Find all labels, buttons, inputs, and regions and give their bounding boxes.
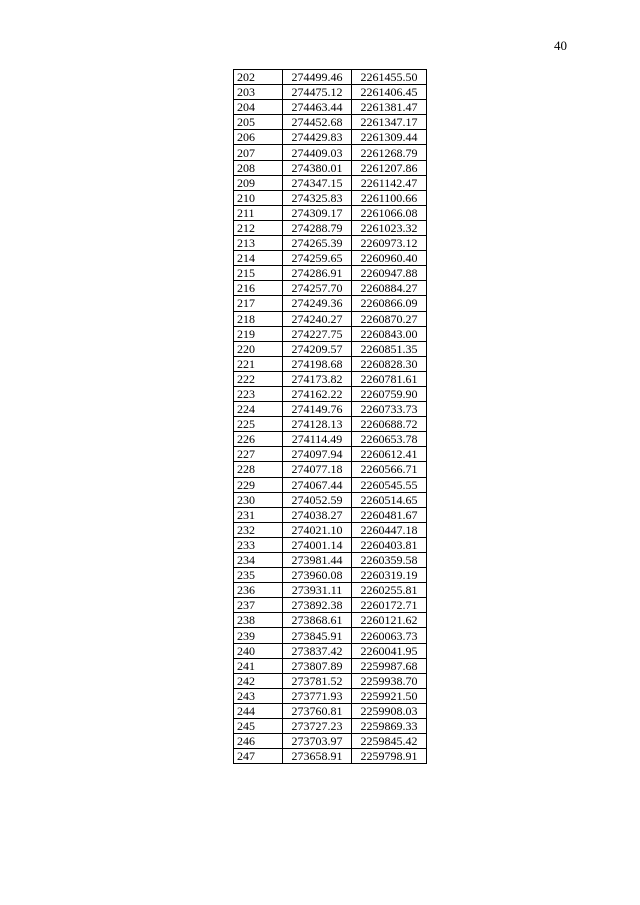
point-number-cell: 236 <box>234 583 283 598</box>
x-coordinate-cell: 274038.27 <box>283 507 352 522</box>
point-number-cell: 209 <box>234 175 283 190</box>
point-number-cell: 232 <box>234 522 283 537</box>
x-coordinate-cell: 273845.91 <box>283 628 352 643</box>
y-coordinate-cell: 2260319.19 <box>352 568 427 583</box>
point-number-cell: 211 <box>234 205 283 220</box>
y-coordinate-cell: 2261066.08 <box>352 205 427 220</box>
y-coordinate-cell: 2260960.40 <box>352 251 427 266</box>
y-coordinate-cell: 2260447.18 <box>352 522 427 537</box>
point-number-cell: 221 <box>234 356 283 371</box>
point-number-cell: 245 <box>234 719 283 734</box>
x-coordinate-cell: 274409.03 <box>283 145 352 160</box>
x-coordinate-cell: 274067.44 <box>283 477 352 492</box>
x-coordinate-cell: 273727.23 <box>283 719 352 734</box>
y-coordinate-cell: 2260759.90 <box>352 386 427 401</box>
x-coordinate-cell: 274173.82 <box>283 371 352 386</box>
y-coordinate-cell: 2261309.44 <box>352 130 427 145</box>
table-row <box>234 703 427 718</box>
x-coordinate-cell: 274149.76 <box>283 402 352 417</box>
x-coordinate-cell: 273931.11 <box>283 583 352 598</box>
x-coordinate-cell: 274429.83 <box>283 130 352 145</box>
y-coordinate-cell: 2261347.17 <box>352 115 427 130</box>
y-coordinate-cell: 2260545.55 <box>352 477 427 492</box>
x-coordinate-cell: 274209.57 <box>283 341 352 356</box>
x-coordinate-cell: 273703.97 <box>283 734 352 749</box>
table-row <box>234 281 427 296</box>
y-coordinate-cell: 2260843.00 <box>352 326 427 341</box>
x-coordinate-cell: 273658.91 <box>283 749 352 764</box>
y-coordinate-cell: 2260870.27 <box>352 311 427 326</box>
y-coordinate-cell: 2259869.33 <box>352 719 427 734</box>
table-row <box>234 85 427 100</box>
table-row <box>234 598 427 613</box>
point-number-cell: 207 <box>234 145 283 160</box>
y-coordinate-cell: 2260781.61 <box>352 371 427 386</box>
table-row <box>234 341 427 356</box>
x-coordinate-cell: 274347.15 <box>283 175 352 190</box>
point-number-cell: 229 <box>234 477 283 492</box>
y-coordinate-cell: 2260121.62 <box>352 613 427 628</box>
table-row <box>234 145 427 160</box>
table-row <box>234 371 427 386</box>
y-coordinate-cell: 2260481.67 <box>352 507 427 522</box>
x-coordinate-cell: 274463.44 <box>283 100 352 115</box>
y-coordinate-cell: 2260828.30 <box>352 356 427 371</box>
point-number-cell: 224 <box>234 402 283 417</box>
table-row <box>234 266 427 281</box>
point-number-cell: 218 <box>234 311 283 326</box>
table-row <box>234 386 427 401</box>
x-coordinate-cell: 274001.14 <box>283 537 352 552</box>
point-number-cell: 217 <box>234 296 283 311</box>
table-row <box>234 402 427 417</box>
y-coordinate-cell: 2261406.45 <box>352 85 427 100</box>
x-coordinate-cell: 274452.68 <box>283 115 352 130</box>
table-row <box>234 175 427 190</box>
table-row <box>234 522 427 537</box>
x-coordinate-cell: 274052.59 <box>283 492 352 507</box>
table-row <box>234 658 427 673</box>
point-number-cell: 213 <box>234 236 283 251</box>
table-row <box>234 688 427 703</box>
y-coordinate-cell: 2259938.70 <box>352 673 427 688</box>
x-coordinate-cell: 273781.52 <box>283 673 352 688</box>
x-coordinate-cell: 273771.93 <box>283 688 352 703</box>
x-coordinate-cell: 273868.61 <box>283 613 352 628</box>
x-coordinate-cell: 274097.94 <box>283 447 352 462</box>
y-coordinate-cell: 2260403.81 <box>352 537 427 552</box>
point-number-cell: 226 <box>234 432 283 447</box>
y-coordinate-cell: 2260063.73 <box>352 628 427 643</box>
x-coordinate-cell: 274265.39 <box>283 236 352 251</box>
point-number-cell: 233 <box>234 537 283 552</box>
point-number-cell: 212 <box>234 220 283 235</box>
table-row <box>234 251 427 266</box>
y-coordinate-cell: 2259987.68 <box>352 658 427 673</box>
y-coordinate-cell: 2260973.12 <box>352 236 427 251</box>
y-coordinate-cell: 2260884.27 <box>352 281 427 296</box>
table-row <box>234 296 427 311</box>
y-coordinate-cell: 2261207.86 <box>352 160 427 175</box>
table-row <box>234 447 427 462</box>
point-number-cell: 202 <box>234 70 283 85</box>
point-number-cell: 240 <box>234 643 283 658</box>
x-coordinate-cell: 274077.18 <box>283 462 352 477</box>
x-coordinate-cell: 274198.68 <box>283 356 352 371</box>
point-number-cell: 208 <box>234 160 283 175</box>
y-coordinate-cell: 2260514.65 <box>352 492 427 507</box>
point-number-cell: 242 <box>234 673 283 688</box>
point-number-cell: 234 <box>234 553 283 568</box>
x-coordinate-cell: 273892.38 <box>283 598 352 613</box>
x-coordinate-cell: 274021.10 <box>283 522 352 537</box>
y-coordinate-cell: 2260947.88 <box>352 266 427 281</box>
y-coordinate-cell: 2261381.47 <box>352 100 427 115</box>
table-row <box>234 628 427 643</box>
table-row <box>234 190 427 205</box>
y-coordinate-cell: 2259798.91 <box>352 749 427 764</box>
x-coordinate-cell: 274380.01 <box>283 160 352 175</box>
x-coordinate-cell: 274325.83 <box>283 190 352 205</box>
coordinates-table <box>233 69 427 764</box>
point-number-cell: 241 <box>234 658 283 673</box>
point-number-cell: 239 <box>234 628 283 643</box>
table-row <box>234 673 427 688</box>
x-coordinate-cell: 273960.08 <box>283 568 352 583</box>
point-number-cell: 244 <box>234 703 283 718</box>
y-coordinate-cell: 2261100.66 <box>352 190 427 205</box>
point-number-cell: 238 <box>234 613 283 628</box>
y-coordinate-cell: 2260851.35 <box>352 341 427 356</box>
point-number-cell: 220 <box>234 341 283 356</box>
x-coordinate-cell: 274128.13 <box>283 417 352 432</box>
x-coordinate-cell: 274286.91 <box>283 266 352 281</box>
point-number-cell: 205 <box>234 115 283 130</box>
point-number-cell: 216 <box>234 281 283 296</box>
y-coordinate-cell: 2260255.81 <box>352 583 427 598</box>
y-coordinate-cell: 2261023.32 <box>352 220 427 235</box>
point-number-cell: 206 <box>234 130 283 145</box>
table-row <box>234 160 427 175</box>
point-number-cell: 246 <box>234 734 283 749</box>
table-row <box>234 613 427 628</box>
point-number-cell: 203 <box>234 85 283 100</box>
x-coordinate-cell: 274259.65 <box>283 251 352 266</box>
point-number-cell: 215 <box>234 266 283 281</box>
table-row <box>234 115 427 130</box>
table-row <box>234 477 427 492</box>
table-row <box>234 749 427 764</box>
table-row <box>234 356 427 371</box>
point-number-cell: 227 <box>234 447 283 462</box>
y-coordinate-cell: 2261142.47 <box>352 175 427 190</box>
table-row <box>234 643 427 658</box>
table-row <box>234 417 427 432</box>
y-coordinate-cell: 2261455.50 <box>352 70 427 85</box>
table-row <box>234 236 427 251</box>
x-coordinate-cell: 273760.81 <box>283 703 352 718</box>
x-coordinate-cell: 274309.17 <box>283 205 352 220</box>
point-number-cell: 222 <box>234 371 283 386</box>
point-number-cell: 230 <box>234 492 283 507</box>
y-coordinate-cell: 2260653.78 <box>352 432 427 447</box>
y-coordinate-cell: 2260566.71 <box>352 462 427 477</box>
table-row <box>234 507 427 522</box>
table-row <box>234 553 427 568</box>
x-coordinate-cell: 274257.70 <box>283 281 352 296</box>
table-row <box>234 537 427 552</box>
point-number-cell: 214 <box>234 251 283 266</box>
x-coordinate-cell: 274227.75 <box>283 326 352 341</box>
x-coordinate-cell: 274114.49 <box>283 432 352 447</box>
table-row <box>234 734 427 749</box>
table-row <box>234 205 427 220</box>
y-coordinate-cell: 2260733.73 <box>352 402 427 417</box>
x-coordinate-cell: 274499.46 <box>283 70 352 85</box>
table-row <box>234 311 427 326</box>
table-row <box>234 130 427 145</box>
point-number-cell: 247 <box>234 749 283 764</box>
point-number-cell: 225 <box>234 417 283 432</box>
page-number: 40 <box>554 38 567 53</box>
x-coordinate-cell: 274240.27 <box>283 311 352 326</box>
table-row <box>234 100 427 115</box>
point-number-cell: 204 <box>234 100 283 115</box>
y-coordinate-cell: 2260041.95 <box>352 643 427 658</box>
point-number-cell: 223 <box>234 386 283 401</box>
x-coordinate-cell: 273837.42 <box>283 643 352 658</box>
table-row <box>234 220 427 235</box>
table-row <box>234 719 427 734</box>
y-coordinate-cell: 2259921.50 <box>352 688 427 703</box>
point-number-cell: 228 <box>234 462 283 477</box>
point-number-cell: 231 <box>234 507 283 522</box>
table-row <box>234 568 427 583</box>
point-number-cell: 243 <box>234 688 283 703</box>
y-coordinate-cell: 2260612.41 <box>352 447 427 462</box>
x-coordinate-cell: 274249.36 <box>283 296 352 311</box>
y-coordinate-cell: 2260359.58 <box>352 553 427 568</box>
y-coordinate-cell: 2260688.72 <box>352 417 427 432</box>
y-coordinate-cell: 2261268.79 <box>352 145 427 160</box>
table-row <box>234 326 427 341</box>
x-coordinate-cell: 274475.12 <box>283 85 352 100</box>
table-row <box>234 583 427 598</box>
point-number-cell: 210 <box>234 190 283 205</box>
table-row <box>234 432 427 447</box>
point-number-cell: 235 <box>234 568 283 583</box>
x-coordinate-cell: 273807.89 <box>283 658 352 673</box>
x-coordinate-cell: 274162.22 <box>283 386 352 401</box>
table-row <box>234 492 427 507</box>
coordinates-table-body <box>234 70 427 764</box>
point-number-cell: 237 <box>234 598 283 613</box>
table-row <box>234 70 427 85</box>
x-coordinate-cell: 274288.79 <box>283 220 352 235</box>
y-coordinate-cell: 2260172.71 <box>352 598 427 613</box>
y-coordinate-cell: 2259845.42 <box>352 734 427 749</box>
point-number-cell: 219 <box>234 326 283 341</box>
y-coordinate-cell: 2260866.09 <box>352 296 427 311</box>
table-row <box>234 462 427 477</box>
x-coordinate-cell: 273981.44 <box>283 553 352 568</box>
y-coordinate-cell: 2259908.03 <box>352 703 427 718</box>
